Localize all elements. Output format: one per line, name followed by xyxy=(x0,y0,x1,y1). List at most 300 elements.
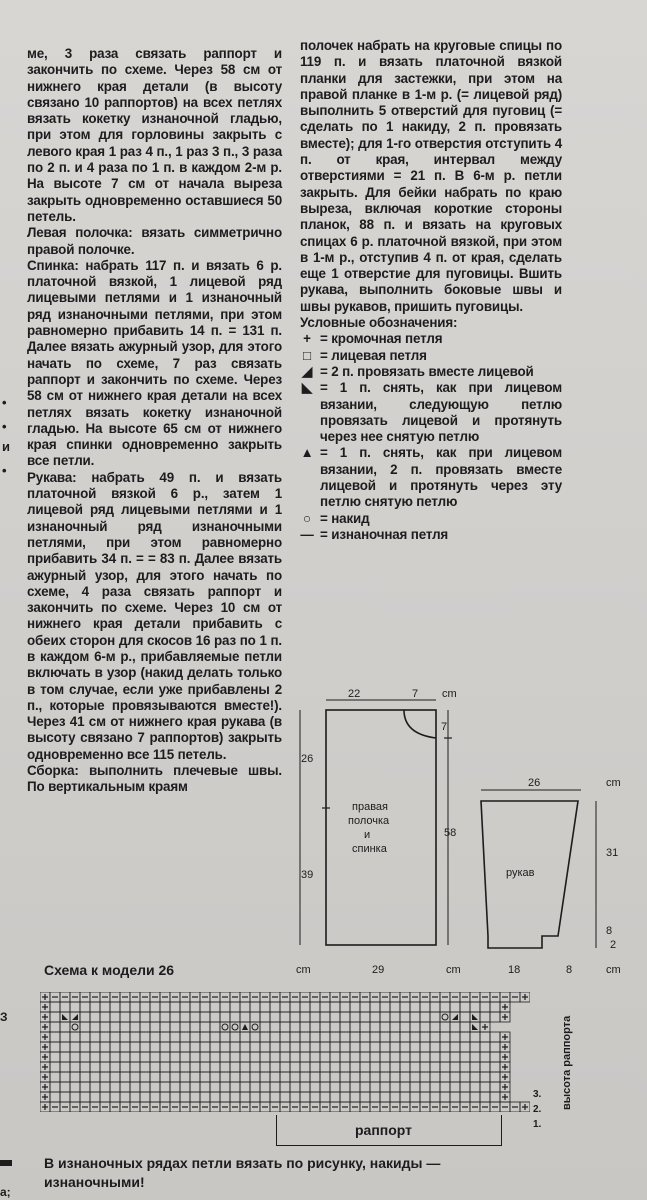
chart-cell xyxy=(170,1032,180,1042)
chart-cell xyxy=(420,1032,430,1042)
chart-cell xyxy=(110,1092,120,1102)
chart-cell xyxy=(150,992,160,1002)
chart-cell xyxy=(90,1082,100,1092)
legend-item: ▲ = 1 п. снять, как при лицевом вязании, 2 п. провязать вместе лицевой и протянуть через эту петлю снятую петлю xyxy=(300,445,562,510)
chart-cell xyxy=(150,1012,160,1022)
chart-cell xyxy=(60,1042,70,1052)
chart-cell xyxy=(190,1062,200,1072)
chart-cell xyxy=(390,1082,400,1092)
dim-sleeve-bottom: 18 xyxy=(508,964,521,976)
chart-cell xyxy=(350,992,360,1002)
chart-cell xyxy=(460,1102,470,1112)
chart-cell xyxy=(150,1102,160,1112)
chart-cell xyxy=(150,1092,160,1102)
chart-cell xyxy=(230,1052,240,1062)
chart-cell xyxy=(120,1082,130,1092)
legend-item: + = кромочная петля xyxy=(300,331,562,347)
chart-cell xyxy=(90,1042,100,1052)
chart-cell xyxy=(80,1012,90,1022)
chart-cell xyxy=(110,1102,120,1112)
chart-cell xyxy=(310,1042,320,1052)
chart-cell xyxy=(120,1032,130,1042)
chart-cell xyxy=(190,992,200,1002)
row-label: 1. xyxy=(533,1119,542,1130)
chart-cell xyxy=(120,1062,130,1072)
chart-cell xyxy=(80,992,90,1002)
chart-cell xyxy=(320,992,330,1002)
chart-cell xyxy=(90,992,100,1002)
chart-cell xyxy=(300,1072,310,1082)
chart-cell xyxy=(190,1072,200,1082)
chart-cell xyxy=(500,1032,510,1042)
chart-cell xyxy=(100,1042,110,1052)
chart-cell xyxy=(220,1022,230,1032)
chart-cell xyxy=(50,1032,60,1042)
chart-cell xyxy=(360,1052,370,1062)
chart-cell xyxy=(480,992,490,1002)
chart-cell xyxy=(370,1042,380,1052)
chart-cell xyxy=(420,1052,430,1062)
chart-cell xyxy=(230,1022,240,1032)
chart-cell xyxy=(110,1022,120,1032)
chart-cell xyxy=(60,1032,70,1042)
chart-cell xyxy=(270,992,280,1002)
chart-cell xyxy=(130,1072,140,1082)
chart-cell xyxy=(380,1042,390,1052)
chart-cell xyxy=(350,1012,360,1022)
chart-cell xyxy=(180,1002,190,1012)
chart-cell xyxy=(90,1102,100,1112)
chart-cell xyxy=(380,1052,390,1062)
chart-cell xyxy=(310,1062,320,1072)
chart-cell xyxy=(230,1082,240,1092)
chart-cell xyxy=(500,1082,510,1092)
chart-cell xyxy=(370,1022,380,1032)
front-back-schematic xyxy=(296,688,461,976)
chart-cell xyxy=(450,992,460,1002)
chart-cell xyxy=(170,1042,180,1052)
chart-cell xyxy=(40,1082,50,1092)
chart-cell xyxy=(480,1062,490,1072)
chart-cell xyxy=(410,1012,420,1022)
page-edge-bar xyxy=(0,1160,12,1166)
chart-cell xyxy=(360,1102,370,1112)
text-back: набрать 117 п. и вязать 6 р. платочной вязкой, 1 лицевой ряд лицевыми петлями и 1 изнаночный ряд изнаночными петлями, при этом равномерно прибавить 14 п. = 131 п. Далее вязать ажурный узор, для этого начать по схеме, 7 раз связать раппорт и закончить по схеме. Через 58 см от нижнего края детали на всех петлях вязать кокетку изнаночной гладью. На высоте 65 см от нижнего края спинки одновременно закрыть все петли. xyxy=(27,257,282,469)
chart-cell xyxy=(150,1072,160,1082)
chart-symbol xyxy=(502,1034,508,1040)
chart-cell xyxy=(140,1072,150,1082)
chart-cell xyxy=(370,1102,380,1112)
repeat-label: раппорт xyxy=(355,1122,413,1138)
chart-cell xyxy=(230,1062,240,1072)
chart-cell xyxy=(240,1072,250,1082)
chart-cell xyxy=(250,1092,260,1102)
chart-cell xyxy=(260,1092,270,1102)
chart-cell xyxy=(350,1032,360,1042)
chart-cell xyxy=(280,1062,290,1072)
chart-cell xyxy=(230,1032,240,1042)
chart-cell xyxy=(60,1052,70,1062)
edge-stitch-icon: + xyxy=(303,331,311,347)
chart-cell xyxy=(190,1052,200,1062)
chart-cell xyxy=(80,1102,90,1112)
chart-cell xyxy=(320,1082,330,1092)
chart-cell xyxy=(130,1002,140,1012)
chart-cell xyxy=(270,1032,280,1042)
chart-cell xyxy=(480,1012,490,1022)
chart-symbol xyxy=(42,1014,48,1020)
chart-cell xyxy=(340,1042,350,1052)
chart-cell xyxy=(430,1092,440,1102)
chart-cell xyxy=(330,1062,340,1072)
chart-cell xyxy=(240,1002,250,1012)
chart-cell xyxy=(240,1042,250,1052)
chart-cell xyxy=(390,1032,400,1042)
chart-cell xyxy=(270,1102,280,1112)
chart-cell xyxy=(60,1062,70,1072)
chart-cell xyxy=(140,1012,150,1022)
chart-cell xyxy=(40,1042,50,1052)
chart-cell xyxy=(240,1022,250,1032)
chart-cell xyxy=(100,1022,110,1032)
chart-cell xyxy=(330,1032,340,1042)
chart-cell xyxy=(280,1052,290,1062)
chart-cell xyxy=(370,1082,380,1092)
chart-cell xyxy=(180,1032,190,1042)
chart-cell xyxy=(490,1082,500,1092)
chart-cell xyxy=(320,1032,330,1042)
chart-cell xyxy=(160,1062,170,1072)
chart-cell xyxy=(380,1032,390,1042)
chart-cell xyxy=(190,1002,200,1012)
chart-cell xyxy=(450,1002,460,1012)
chart-cell xyxy=(90,1012,100,1022)
chart-cell xyxy=(220,1102,230,1112)
chart-cell xyxy=(340,1082,350,1092)
chart-cell xyxy=(210,992,220,1002)
heading-sleeves: Рукава: xyxy=(27,469,77,485)
chart-cell xyxy=(120,1102,130,1112)
chart-cell xyxy=(300,1042,310,1052)
yarn-over-icon: ○ xyxy=(303,510,311,526)
chart-cell xyxy=(200,1042,210,1052)
piece-label-line: спинка xyxy=(352,843,387,855)
chart-cell xyxy=(310,1072,320,1082)
chart-cell xyxy=(250,1042,260,1052)
chart-cell xyxy=(330,992,340,1002)
chart-cell xyxy=(200,1032,210,1042)
chart-cell xyxy=(70,1082,80,1092)
chart-cell xyxy=(460,992,470,1002)
chart-cell xyxy=(270,1062,280,1072)
chart-cell xyxy=(100,1092,110,1102)
chart-cell xyxy=(60,1012,70,1022)
chart-cell xyxy=(370,1072,380,1082)
chart-cell xyxy=(420,1082,430,1092)
chart-cell xyxy=(90,1052,100,1062)
chart-cell xyxy=(240,1052,250,1062)
dim-bottom-width: 29 xyxy=(372,964,385,976)
chart-cell xyxy=(200,1082,210,1092)
chart-cell xyxy=(230,1012,240,1022)
chart-symbol xyxy=(502,1044,508,1050)
chart-cell xyxy=(410,1042,420,1052)
chart-cell xyxy=(340,1092,350,1102)
chart-symbol xyxy=(502,1084,508,1090)
chart-cell xyxy=(400,1032,410,1042)
chart-cell xyxy=(290,1102,300,1112)
chart-cell xyxy=(80,1082,90,1092)
dim-sleeve-top: 26 xyxy=(528,777,541,789)
chart-cell xyxy=(260,1032,270,1042)
chart-cell xyxy=(240,1032,250,1042)
chart-cell xyxy=(470,1082,480,1092)
chart-cell xyxy=(470,1092,480,1102)
chart-cell xyxy=(410,1062,420,1072)
chart-cell xyxy=(410,1002,420,1012)
chart-cell xyxy=(310,1052,320,1062)
chart-cell xyxy=(70,992,80,1002)
chart-cell xyxy=(360,992,370,1002)
chart-cell xyxy=(440,1072,450,1082)
chart-cell xyxy=(470,1072,480,1082)
chart-cell xyxy=(210,1022,220,1032)
chart-cell xyxy=(60,1002,70,1012)
chart-cell xyxy=(120,992,130,1002)
chart-cell xyxy=(360,1092,370,1102)
chart-cell xyxy=(490,1092,500,1102)
chart-cell xyxy=(150,1052,160,1062)
chart-cell xyxy=(230,1042,240,1052)
chart-cell xyxy=(350,1022,360,1032)
chart-cell xyxy=(190,1092,200,1102)
chart-cell xyxy=(450,1062,460,1072)
chart-cell xyxy=(300,992,310,1002)
dim-yoke-height: 26 xyxy=(301,753,314,765)
chart-cell xyxy=(40,1002,50,1012)
chart-cell xyxy=(170,1102,180,1112)
chart-cell xyxy=(250,1032,260,1042)
chart-symbol xyxy=(242,1024,248,1030)
chart-cell xyxy=(260,992,270,1002)
chart-cell xyxy=(390,1092,400,1102)
chart-cell xyxy=(510,1102,520,1112)
chart-cell xyxy=(140,1092,150,1102)
chart-cell xyxy=(150,1042,160,1052)
chart-cell xyxy=(280,1002,290,1012)
chart-cell xyxy=(490,1062,500,1072)
chart-cell xyxy=(240,1062,250,1072)
chart-cell xyxy=(60,1102,70,1112)
chart-cell xyxy=(500,1072,510,1082)
chart-cell xyxy=(310,1032,320,1042)
chart-cell xyxy=(200,1052,210,1062)
chart-cell xyxy=(430,1022,440,1032)
chart-cell xyxy=(300,1022,310,1032)
chart-cell xyxy=(290,1022,300,1032)
chart-cell xyxy=(220,1052,230,1062)
chart-cell xyxy=(320,1042,330,1052)
chart-cell xyxy=(160,1072,170,1082)
chart-symbol xyxy=(72,1014,78,1020)
chart-cell xyxy=(270,1092,280,1102)
left-edge-fragment-lower: а; xyxy=(0,1185,11,1199)
chart-cell xyxy=(300,1002,310,1012)
chart-cell xyxy=(140,1022,150,1032)
chart-cell xyxy=(50,1022,60,1032)
chart-cell xyxy=(90,1032,100,1042)
stitch-chart xyxy=(40,992,530,1117)
chart-cell xyxy=(230,992,240,1002)
chart-cell xyxy=(380,1082,390,1092)
chart-cell xyxy=(320,1092,330,1102)
piece-label-line: полочка xyxy=(348,815,390,827)
chart-cell xyxy=(410,1082,420,1092)
chart-cell xyxy=(340,1002,350,1012)
chart-cell xyxy=(230,1102,240,1112)
chart-cell xyxy=(380,1022,390,1032)
chart-cell xyxy=(160,1042,170,1052)
chart-cell xyxy=(380,1072,390,1082)
chart-cell xyxy=(210,1032,220,1042)
chart-cell xyxy=(120,1012,130,1022)
chart-cell xyxy=(440,1022,450,1032)
garment-schematics xyxy=(296,686,626,976)
chart-cell xyxy=(280,1072,290,1082)
chart-cell xyxy=(290,1062,300,1072)
chart-cell xyxy=(490,1002,500,1012)
chart-cell xyxy=(110,1062,120,1072)
chart-cell xyxy=(110,1012,120,1022)
chart-cell xyxy=(250,1072,260,1082)
chart-cell xyxy=(370,1052,380,1062)
chart-cell xyxy=(70,1002,80,1012)
chart-cell xyxy=(80,1022,90,1032)
chart-cell xyxy=(40,992,50,1002)
chart-cell xyxy=(310,1082,320,1092)
chart-cell xyxy=(200,992,210,1002)
chart-cell xyxy=(130,992,140,1002)
chart-cell xyxy=(340,1022,350,1032)
chart-cell xyxy=(310,1022,320,1032)
chart-cell xyxy=(100,1012,110,1022)
chart-cell xyxy=(130,1032,140,1042)
chart-cell xyxy=(370,1032,380,1042)
chart-cell xyxy=(70,1072,80,1082)
margin-mark: • xyxy=(2,463,7,478)
chart-symbol xyxy=(42,1054,48,1060)
chart-cell xyxy=(410,1072,420,1082)
chart-cell xyxy=(460,1082,470,1092)
chart-cell xyxy=(400,1012,410,1022)
chart-cell xyxy=(50,1012,60,1022)
chart-cell xyxy=(120,1002,130,1012)
chart-cell xyxy=(470,1042,480,1052)
chart-cell xyxy=(50,1102,60,1112)
chart-cell xyxy=(490,1102,500,1112)
chart-cell xyxy=(160,992,170,1002)
chart-symbol xyxy=(502,1004,508,1010)
chart-cell xyxy=(130,1092,140,1102)
legend-item: — = изнаночная петля xyxy=(300,526,449,542)
heading-left-front: Левая полочка: xyxy=(27,225,133,241)
chart-cell xyxy=(350,1062,360,1072)
chart-cell xyxy=(170,1072,180,1082)
chart-cell xyxy=(400,1062,410,1072)
chart-symbol xyxy=(42,994,48,1000)
chart-symbol xyxy=(42,1084,48,1090)
chart-cell xyxy=(100,992,110,1002)
chart-cell xyxy=(210,1082,220,1092)
chart-cell xyxy=(330,1012,340,1022)
chart-cell xyxy=(260,1062,270,1072)
piece-label-sleeve: рукав xyxy=(506,867,535,879)
chart-cell xyxy=(400,1022,410,1032)
chart-cell xyxy=(160,1002,170,1012)
chart-cell xyxy=(480,1032,490,1042)
chart-cell xyxy=(470,1102,480,1112)
chart-cell xyxy=(320,1072,330,1082)
chart-cell xyxy=(410,992,420,1002)
chart-cell xyxy=(300,1102,310,1112)
chart-cell xyxy=(440,1062,450,1072)
legend-item: ◣ = 1 п. снять, как при лицевом вязании, следующую петлю провязать лицевой и протянуть через нее снятую петлю xyxy=(301,380,562,445)
chart-cell xyxy=(500,1062,510,1072)
unit-cm: cm xyxy=(606,777,621,789)
chart-cell xyxy=(120,1042,130,1052)
chart-cell xyxy=(430,1052,440,1062)
chart-cell xyxy=(120,1072,130,1082)
unit-cm: cm xyxy=(296,964,311,976)
chart-cell xyxy=(330,1052,340,1062)
chart-cell xyxy=(250,1102,260,1112)
chart-cell xyxy=(490,1042,500,1052)
chart-cell xyxy=(170,1092,180,1102)
chart-cell xyxy=(480,1052,490,1062)
chart-cell xyxy=(470,1022,480,1032)
chart-cell xyxy=(400,1002,410,1012)
chart-cell xyxy=(430,1032,440,1042)
chart-cell xyxy=(450,1032,460,1042)
paragraph-assembly-continued: полочек набрать на круговые спицы по 119 п. и вязать платочной вязкой планки для застежки, при этом на правой планке в 1-м р. (= лицевой ряд) выполнить 5 отверстий для пуговиц (= сделать по 1 накиду, 2 п. провязать вместе); для 1-го отверстия отступить 4 п. от края, интервал между отверстиями = 21 п. В 6-м р. петли закрыть. Для бейки набрать по краю выреза, включая короткие стороны планок, 88 п. и вязать на круговых спицах 6 р. платочной вязкой, при этом в 1-м р., отступив 4 п. от края, сделать еще 1 отверстие для пуговицы. Вшить рукава, выполнить боковые швы и швы рукавов, пришить пуговицы. xyxy=(300,38,562,314)
chart-cell xyxy=(410,1102,420,1112)
legend-item: ○ = накид xyxy=(300,511,562,527)
chart-cell xyxy=(370,1062,380,1072)
chart-cell xyxy=(80,1072,90,1082)
chart-cell xyxy=(190,1102,200,1112)
chart-cell xyxy=(70,1022,80,1032)
chart-cell xyxy=(280,1092,290,1102)
chart-cell xyxy=(280,992,290,1002)
chart-cell xyxy=(350,1002,360,1012)
chart-symbol xyxy=(442,1014,448,1020)
chart-cell xyxy=(160,1082,170,1092)
chart-cell xyxy=(290,1052,300,1062)
chart-cell xyxy=(170,1082,180,1092)
chart-cell xyxy=(420,1002,430,1012)
chart-cell xyxy=(360,1012,370,1022)
chart-cell xyxy=(500,1102,510,1112)
paragraph-assembly xyxy=(27,763,282,796)
chart-cell xyxy=(390,1052,400,1062)
chart-symbol xyxy=(482,1024,488,1030)
chart-cell xyxy=(200,1072,210,1082)
dim-width-top: 22 xyxy=(348,688,361,700)
chart-symbol xyxy=(42,1064,48,1070)
chart-cell xyxy=(180,1042,190,1052)
chart-cell xyxy=(520,1102,530,1112)
margin-marks xyxy=(2,395,10,479)
